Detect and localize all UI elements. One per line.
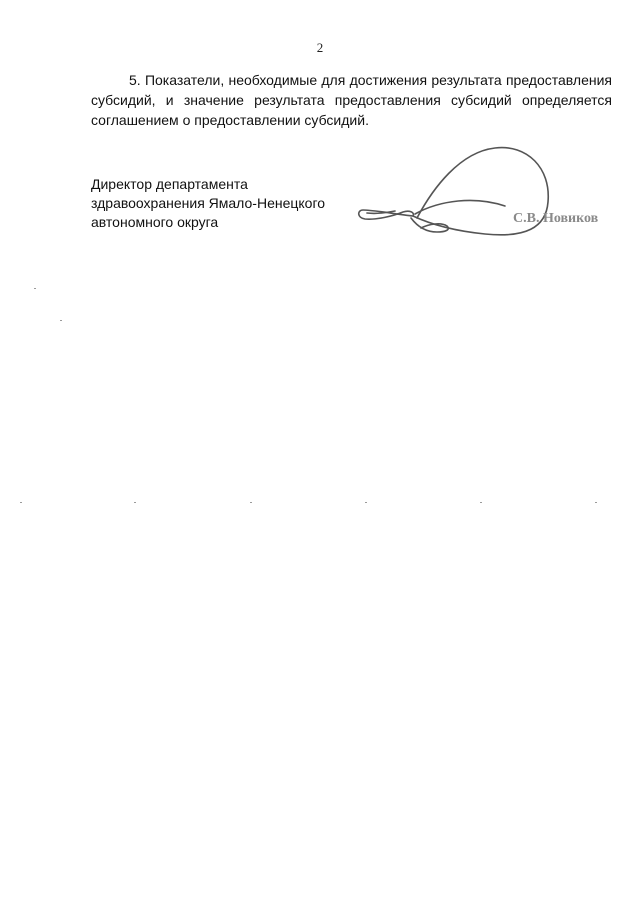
position-line: Директор департамента xyxy=(91,176,248,192)
scan-speck xyxy=(365,502,367,503)
scan-speck xyxy=(20,502,22,503)
scan-speck xyxy=(250,502,252,503)
page-number: 2 xyxy=(316,40,324,55)
position-line: здравоохранения Ямало-Ненецкого xyxy=(91,195,326,211)
position-line: автономного округа xyxy=(91,214,219,230)
scan-speck xyxy=(34,288,36,289)
handwritten-signature xyxy=(355,140,560,250)
signatory-name: С.В. Новиков xyxy=(513,211,599,226)
scan-speck xyxy=(60,320,62,321)
scan-speck xyxy=(595,502,597,503)
signatory-position xyxy=(91,175,351,232)
scan-speck xyxy=(134,502,136,503)
body-paragraph: 5. Показатели, необходимые для достижения результата предоставления субсидий, и значение результата предоставления субсидий определяется соглашением о предоставлении субсидий. xyxy=(91,72,612,128)
scan-speck xyxy=(480,502,482,503)
